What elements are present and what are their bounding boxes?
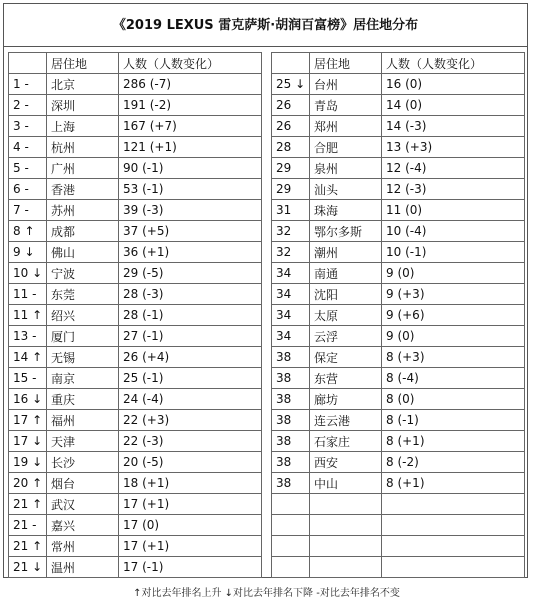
table-row xyxy=(272,158,525,179)
city-cell: 郑州 xyxy=(310,116,382,137)
table-row xyxy=(9,557,262,578)
table-row xyxy=(272,200,525,221)
city-cell: 烟台 xyxy=(47,473,119,494)
city-cell: 南京 xyxy=(47,368,119,389)
city-header: 居住地 xyxy=(47,53,119,74)
count-cell: 10 (-4) xyxy=(382,221,525,242)
table-row xyxy=(9,410,262,431)
count-header: 人数（人数变化） xyxy=(382,53,525,74)
table-row xyxy=(9,95,262,116)
table-row xyxy=(272,368,525,389)
table-row xyxy=(9,137,262,158)
rank-cell: 21 ↓ xyxy=(9,557,47,578)
city-header: 居住地 xyxy=(310,53,382,74)
table-row xyxy=(9,452,262,473)
city-cell: 福州 xyxy=(47,410,119,431)
empty-cell xyxy=(272,536,310,557)
rank-header xyxy=(272,53,310,74)
table-row xyxy=(272,326,525,347)
rank-cell: 6 - xyxy=(9,179,47,200)
count-cell: 9 (0) xyxy=(382,263,525,284)
city-cell: 重庆 xyxy=(47,389,119,410)
empty-cell xyxy=(310,494,382,515)
rank-cell: 5 - xyxy=(9,158,47,179)
rank-cell: 34 xyxy=(272,326,310,347)
city-cell: 香港 xyxy=(47,179,119,200)
count-cell: 26 (+4) xyxy=(119,347,262,368)
table-row xyxy=(272,431,525,452)
rank-cell: 21 ↑ xyxy=(9,494,47,515)
rank-cell: 31 xyxy=(272,200,310,221)
left-ranking-table xyxy=(8,52,262,578)
count-cell: 24 (-4) xyxy=(119,389,262,410)
rank-cell: 9 ↓ xyxy=(9,242,47,263)
rank-cell: 38 xyxy=(272,473,310,494)
table-row xyxy=(272,242,525,263)
table-row xyxy=(272,305,525,326)
city-cell: 北京 xyxy=(47,74,119,95)
city-cell: 苏州 xyxy=(47,200,119,221)
city-cell: 台州 xyxy=(310,74,382,95)
city-cell: 汕头 xyxy=(310,179,382,200)
empty-row xyxy=(272,536,525,557)
city-cell: 保定 xyxy=(310,347,382,368)
count-cell: 22 (-3) xyxy=(119,431,262,452)
count-cell: 167 (+7) xyxy=(119,116,262,137)
city-cell: 泉州 xyxy=(310,158,382,179)
rank-cell: 32 xyxy=(272,221,310,242)
count-cell: 9 (+3) xyxy=(382,284,525,305)
empty-cell xyxy=(382,536,525,557)
city-cell: 云浮 xyxy=(310,326,382,347)
count-cell: 36 (+1) xyxy=(119,242,262,263)
table-row xyxy=(9,179,262,200)
count-cell: 9 (0) xyxy=(382,326,525,347)
count-cell: 10 (-1) xyxy=(382,242,525,263)
count-cell: 8 (+3) xyxy=(382,347,525,368)
table-row xyxy=(9,515,262,536)
table-row xyxy=(272,410,525,431)
empty-row xyxy=(272,515,525,536)
city-cell: 潮州 xyxy=(310,242,382,263)
count-cell: 191 (-2) xyxy=(119,95,262,116)
empty-cell xyxy=(310,536,382,557)
table-row xyxy=(9,74,262,95)
count-cell: 8 (-1) xyxy=(382,410,525,431)
city-cell: 沈阳 xyxy=(310,284,382,305)
city-cell: 廊坊 xyxy=(310,389,382,410)
table-row xyxy=(9,347,262,368)
city-cell: 无锡 xyxy=(47,347,119,368)
city-cell: 东莞 xyxy=(47,284,119,305)
count-cell: 18 (+1) xyxy=(119,473,262,494)
table-row xyxy=(9,263,262,284)
count-cell: 13 (+3) xyxy=(382,137,525,158)
rank-header xyxy=(9,53,47,74)
city-cell: 太原 xyxy=(310,305,382,326)
city-cell: 石家庄 xyxy=(310,431,382,452)
table-row xyxy=(9,326,262,347)
table-row xyxy=(272,221,525,242)
empty-cell xyxy=(272,515,310,536)
rank-cell: 3 - xyxy=(9,116,47,137)
city-cell: 厦门 xyxy=(47,326,119,347)
count-cell: 25 (-1) xyxy=(119,368,262,389)
table-row xyxy=(272,347,525,368)
table-row xyxy=(272,137,525,158)
empty-row xyxy=(272,494,525,515)
rank-cell: 4 - xyxy=(9,137,47,158)
count-cell: 11 (0) xyxy=(382,200,525,221)
rank-cell: 38 xyxy=(272,410,310,431)
count-cell: 28 (-3) xyxy=(119,284,262,305)
rank-cell: 26 xyxy=(272,95,310,116)
count-cell: 12 (-3) xyxy=(382,179,525,200)
table-row xyxy=(272,389,525,410)
table-row xyxy=(272,263,525,284)
city-cell: 嘉兴 xyxy=(47,515,119,536)
city-cell: 南通 xyxy=(310,263,382,284)
empty-cell xyxy=(272,494,310,515)
count-cell: 12 (-4) xyxy=(382,158,525,179)
table-row xyxy=(9,368,262,389)
rank-cell: 17 ↑ xyxy=(9,410,47,431)
table-row xyxy=(272,452,525,473)
rank-cell: 21 - xyxy=(9,515,47,536)
city-cell: 深圳 xyxy=(47,95,119,116)
count-header: 人数（人数变化） xyxy=(119,53,262,74)
table-row xyxy=(272,473,525,494)
rank-cell: 32 xyxy=(272,242,310,263)
table-row xyxy=(9,431,262,452)
rank-cell: 7 - xyxy=(9,200,47,221)
city-cell: 合肥 xyxy=(310,137,382,158)
rank-cell: 25 ↓ xyxy=(272,74,310,95)
table-row xyxy=(272,74,525,95)
city-cell: 成都 xyxy=(47,221,119,242)
count-cell: 9 (+6) xyxy=(382,305,525,326)
count-cell: 14 (0) xyxy=(382,95,525,116)
count-cell: 22 (+3) xyxy=(119,410,262,431)
count-cell: 8 (-4) xyxy=(382,368,525,389)
count-cell: 14 (-3) xyxy=(382,116,525,137)
empty-cell xyxy=(310,515,382,536)
right-table-body xyxy=(272,74,525,578)
count-cell: 29 (-5) xyxy=(119,263,262,284)
city-cell: 青岛 xyxy=(310,95,382,116)
rank-cell: 15 - xyxy=(9,368,47,389)
count-cell: 53 (-1) xyxy=(119,179,262,200)
city-cell: 绍兴 xyxy=(47,305,119,326)
city-cell: 中山 xyxy=(310,473,382,494)
rank-cell: 34 xyxy=(272,263,310,284)
rank-cell: 11 ↑ xyxy=(9,305,47,326)
empty-cell xyxy=(382,494,525,515)
left-table-body xyxy=(9,74,262,578)
city-cell: 上海 xyxy=(47,116,119,137)
empty-row xyxy=(272,557,525,578)
city-cell: 佛山 xyxy=(47,242,119,263)
rank-cell: 19 ↓ xyxy=(9,452,47,473)
rank-cell: 2 - xyxy=(9,95,47,116)
count-cell: 8 (0) xyxy=(382,389,525,410)
table-row xyxy=(9,494,262,515)
table-row xyxy=(9,284,262,305)
title-divider xyxy=(3,46,528,47)
city-cell: 天津 xyxy=(47,431,119,452)
table-row xyxy=(272,284,525,305)
empty-cell xyxy=(272,557,310,578)
right-header-row xyxy=(272,53,525,74)
table-row xyxy=(9,116,262,137)
table-row xyxy=(272,95,525,116)
rank-cell: 38 xyxy=(272,347,310,368)
count-cell: 8 (+1) xyxy=(382,473,525,494)
rank-cell: 10 ↓ xyxy=(9,263,47,284)
rank-cell: 20 ↑ xyxy=(9,473,47,494)
city-cell: 宁波 xyxy=(47,263,119,284)
table-row xyxy=(9,158,262,179)
rank-cell: 38 xyxy=(272,452,310,473)
rank-cell: 11 - xyxy=(9,284,47,305)
rank-cell: 17 ↓ xyxy=(9,431,47,452)
rank-cell: 29 xyxy=(272,158,310,179)
table-row xyxy=(9,305,262,326)
table-row xyxy=(9,242,262,263)
count-cell: 27 (-1) xyxy=(119,326,262,347)
count-cell: 20 (-5) xyxy=(119,452,262,473)
empty-cell xyxy=(310,557,382,578)
rank-cell: 8 ↑ xyxy=(9,221,47,242)
rank-cell: 38 xyxy=(272,368,310,389)
city-cell: 常州 xyxy=(47,536,119,557)
rank-cell: 28 xyxy=(272,137,310,158)
count-cell: 286 (-7) xyxy=(119,74,262,95)
city-cell: 西安 xyxy=(310,452,382,473)
city-cell: 长沙 xyxy=(47,452,119,473)
rank-cell: 26 xyxy=(272,116,310,137)
rank-cell: 13 - xyxy=(9,326,47,347)
rank-cell: 16 ↓ xyxy=(9,389,47,410)
city-cell: 温州 xyxy=(47,557,119,578)
table-row xyxy=(9,200,262,221)
table-row xyxy=(9,221,262,242)
right-ranking-table xyxy=(271,52,525,578)
count-cell: 17 (+1) xyxy=(119,494,262,515)
table-row xyxy=(9,389,262,410)
count-cell: 39 (-3) xyxy=(119,200,262,221)
left-header-row xyxy=(9,53,262,74)
count-cell: 16 (0) xyxy=(382,74,525,95)
rank-cell: 1 - xyxy=(9,74,47,95)
page-title: 《2019 LEXUS 雷克萨斯·胡润百富榜》居住地分布 xyxy=(112,18,419,33)
table-row xyxy=(272,116,525,137)
rank-cell: 34 xyxy=(272,305,310,326)
rank-cell: 21 ↑ xyxy=(9,536,47,557)
table-row xyxy=(9,536,262,557)
city-cell: 武汉 xyxy=(47,494,119,515)
city-cell: 东营 xyxy=(310,368,382,389)
count-cell: 90 (-1) xyxy=(119,158,262,179)
rank-cell: 38 xyxy=(272,389,310,410)
city-cell: 广州 xyxy=(47,158,119,179)
table-row xyxy=(9,473,262,494)
count-cell: 8 (+1) xyxy=(382,431,525,452)
empty-cell xyxy=(382,557,525,578)
rank-cell: 14 ↑ xyxy=(9,347,47,368)
city-cell: 珠海 xyxy=(310,200,382,221)
city-cell: 连云港 xyxy=(310,410,382,431)
count-cell: 8 (-2) xyxy=(382,452,525,473)
count-cell: 17 (+1) xyxy=(119,536,262,557)
count-cell: 121 (+1) xyxy=(119,137,262,158)
rank-cell: 34 xyxy=(272,284,310,305)
empty-cell xyxy=(382,515,525,536)
city-cell: 杭州 xyxy=(47,137,119,158)
count-cell: 17 (0) xyxy=(119,515,262,536)
count-cell: 17 (-1) xyxy=(119,557,262,578)
table-row xyxy=(272,179,525,200)
rank-cell: 29 xyxy=(272,179,310,200)
count-cell: 28 (-1) xyxy=(119,305,262,326)
legend-footnote: ↑对比去年排名上升 ↓对比去年排名下降 -对比去年排名不变 xyxy=(133,588,400,599)
city-cell: 鄂尔多斯 xyxy=(310,221,382,242)
count-cell: 37 (+5) xyxy=(119,221,262,242)
rank-cell: 38 xyxy=(272,431,310,452)
